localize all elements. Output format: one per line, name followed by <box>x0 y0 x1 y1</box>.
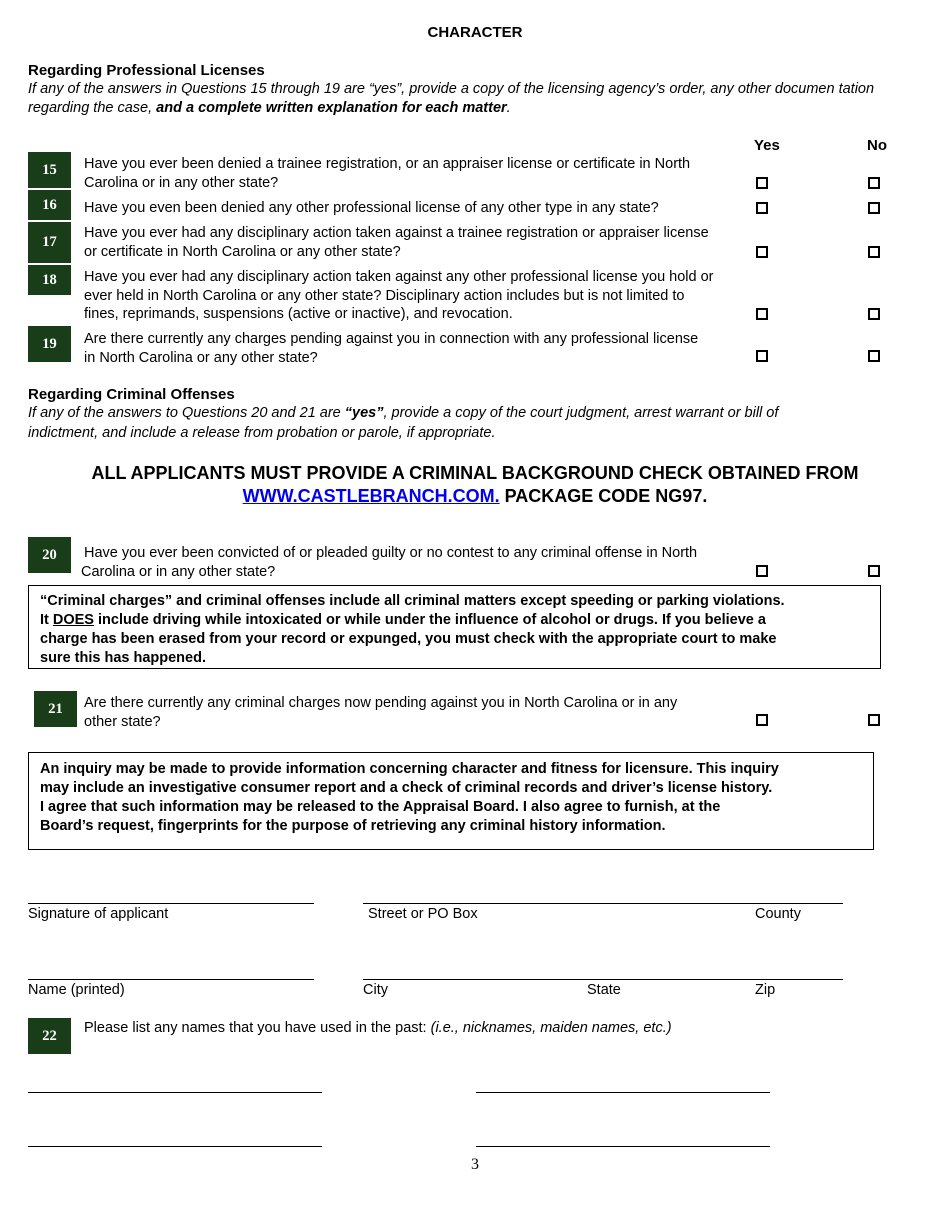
criminal-heading: Regarding Criminal Offenses <box>28 386 235 403</box>
question-19-no-checkbox[interactable] <box>868 350 880 362</box>
criminal-intro-b: , provide a copy of the court judgment, arrest warrant or bill of <box>383 405 779 421</box>
question-16-yes-checkbox[interactable] <box>756 202 768 214</box>
question-19-text <box>84 330 698 367</box>
criminal-box-does: DOES <box>52 612 94 628</box>
past-name-line-2[interactable] <box>476 1092 770 1093</box>
question-18-line3: fines, reprimands, suspensions (active or inactive), and revocation. <box>84 306 513 322</box>
criminal-intro-line2: indictment, and include a release from probation or parole, if appropriate. <box>28 425 496 441</box>
question-20-line1: Have you ever been convicted of or pleaded guilty or no contest to any criminal offense in North <box>84 545 698 561</box>
inquiry-box-line4: Board’s request, fingerprints for the purpose of retrieving any criminal history information. <box>40 818 666 834</box>
street-county-line[interactable] <box>363 903 843 904</box>
inquiry-box-line2: may include an investigative consumer report and a check of criminal records and driver’s license history. <box>40 780 773 796</box>
background-check-notice-line2 <box>0 485 950 508</box>
criminal-intro-line1 <box>28 404 778 423</box>
criminal-box-line1: “Criminal charges” and criminal offenses include all criminal matters except speeding or parking violations. <box>40 593 785 609</box>
criminal-box-line2-a: It <box>40 612 53 628</box>
criminal-box-line2-b: include driving while intoxicated or while under the influence of alcohol or drugs. If you believe a <box>93 612 766 628</box>
question-19-line1: Are there currently any charges pending against you in connection with any professional license <box>84 331 699 347</box>
licenses-intro-end: . <box>506 100 511 116</box>
question-15-no-checkbox[interactable] <box>868 177 880 189</box>
page-title: CHARACTER <box>427 24 523 41</box>
printed-name-line[interactable] <box>28 979 314 980</box>
page-number: 3 <box>471 1156 479 1173</box>
question-number-17: 17 <box>28 222 71 263</box>
county-label: County <box>755 906 801 922</box>
no-column-header: No <box>867 137 887 154</box>
question-22-prompt: Please list any names that you have used in the past: <box>84 1020 431 1036</box>
question-21-yes-checkbox[interactable] <box>756 714 768 726</box>
inquiry-consent-box <box>28 752 874 850</box>
question-22-hint: (i.e., nicknames, maiden names, etc.) <box>430 1020 672 1036</box>
question-16-line1: Have you even been denied any other professional license of any other type in any state? <box>84 200 659 216</box>
question-number-19: 19 <box>28 326 71 362</box>
question-21-text <box>84 694 677 731</box>
zip-label: Zip <box>755 982 776 998</box>
question-17-no-checkbox[interactable] <box>868 246 880 258</box>
inquiry-box-line1: An inquiry may be made to provide information concerning character and fitness for licensure. This inquiry <box>40 761 779 777</box>
question-18-line2: ever held in North Carolina or any other state? Disciplinary action includes but is not limited to <box>84 287 685 304</box>
past-name-line-3[interactable] <box>28 1146 322 1147</box>
package-code: PACKAGE CODE NG97. <box>499 486 708 506</box>
question-20-text <box>81 544 698 581</box>
criminal-box-line3: charge has been erased from your record or expunged, you must check with the appropriate court to make <box>40 631 777 647</box>
question-number-22: 22 <box>28 1018 71 1054</box>
licenses-heading: Regarding Professional Licenses <box>28 62 265 79</box>
inquiry-box-line3: I agree that such information may be released to the Appraisal Board. I also agree to furnish, at the <box>40 799 721 815</box>
signature-line[interactable] <box>28 903 314 904</box>
licenses-intro-bold: and a complete written explanation for each matter <box>156 100 507 116</box>
question-17-yes-checkbox[interactable] <box>756 246 768 258</box>
question-16-text <box>84 199 659 218</box>
licenses-intro-plain: regarding the case, <box>28 100 157 116</box>
question-17-text <box>84 224 709 261</box>
question-21-no-checkbox[interactable] <box>868 714 880 726</box>
licenses-intro-line2 <box>28 99 511 118</box>
question-18-yes-checkbox[interactable] <box>756 308 768 320</box>
question-15-text <box>84 155 690 192</box>
criminal-charges-definition-box <box>28 585 881 669</box>
question-19-line2: in North Carolina or any other state? <box>84 349 318 366</box>
licenses-intro-line1: If any of the answers in Questions 15 through 19 are “yes”, provide a copy of the licensing agency’s order, any other documen tation <box>28 81 875 97</box>
question-number-20: 20 <box>28 537 71 573</box>
question-17-line1: Have you ever had any disciplinary action taken against a trainee registration or appraiser license <box>84 225 709 241</box>
past-name-line-1[interactable] <box>28 1092 322 1093</box>
street-label: Street or PO Box <box>368 906 478 922</box>
question-number-21: 21 <box>34 691 77 727</box>
city-state-zip-line[interactable] <box>363 979 843 980</box>
question-18-line1: Have you ever had any disciplinary action taken against any other professional license you hold or <box>84 269 714 285</box>
criminal-box-line2 <box>40 611 869 630</box>
yes-column-header: Yes <box>754 137 780 154</box>
printed-name-label: Name (printed) <box>28 982 125 998</box>
signature-label: Signature of applicant <box>28 906 169 922</box>
question-15-line2: Carolina or in any other state? <box>84 174 279 191</box>
question-15-line1: Have you ever been denied a trainee registration, or an appraiser license or certificate in North <box>84 156 691 172</box>
question-15-yes-checkbox[interactable] <box>756 177 768 189</box>
city-label: City <box>363 982 388 998</box>
question-20-no-checkbox[interactable] <box>868 565 880 577</box>
question-18-text <box>84 268 714 324</box>
question-number-18: 18 <box>28 265 71 295</box>
question-number-16: 16 <box>28 190 71 220</box>
background-check-notice-line1: ALL APPLICANTS MUST PROVIDE A CRIMINAL BACKGROUND CHECK OBTAINED FROM <box>91 463 859 483</box>
castlebranch-link[interactable]: WWW.CASTLEBRANCH.COM. <box>242 486 500 506</box>
state-label: State <box>587 982 621 998</box>
question-20-line2: Carolina or in any other state? <box>81 563 276 580</box>
criminal-box-line4: sure this has happened. <box>40 650 206 666</box>
criminal-intro-a: If any of the answers to Questions 20 and 21 are <box>28 405 345 421</box>
question-16-no-checkbox[interactable] <box>868 202 880 214</box>
question-21-line1: Are there currently any criminal charges now pending against you in North Carolina or in any <box>84 695 678 711</box>
question-19-yes-checkbox[interactable] <box>756 350 768 362</box>
question-18-no-checkbox[interactable] <box>868 308 880 320</box>
question-21-line2: other state? <box>84 713 161 730</box>
past-name-line-4[interactable] <box>476 1146 770 1147</box>
question-22-text <box>84 1019 672 1038</box>
question-17-line2: or certificate in North Carolina or any other state? <box>84 243 401 260</box>
question-number-15: 15 <box>28 152 71 188</box>
question-20-yes-checkbox[interactable] <box>756 565 768 577</box>
criminal-intro-yes: “yes” <box>344 405 384 421</box>
